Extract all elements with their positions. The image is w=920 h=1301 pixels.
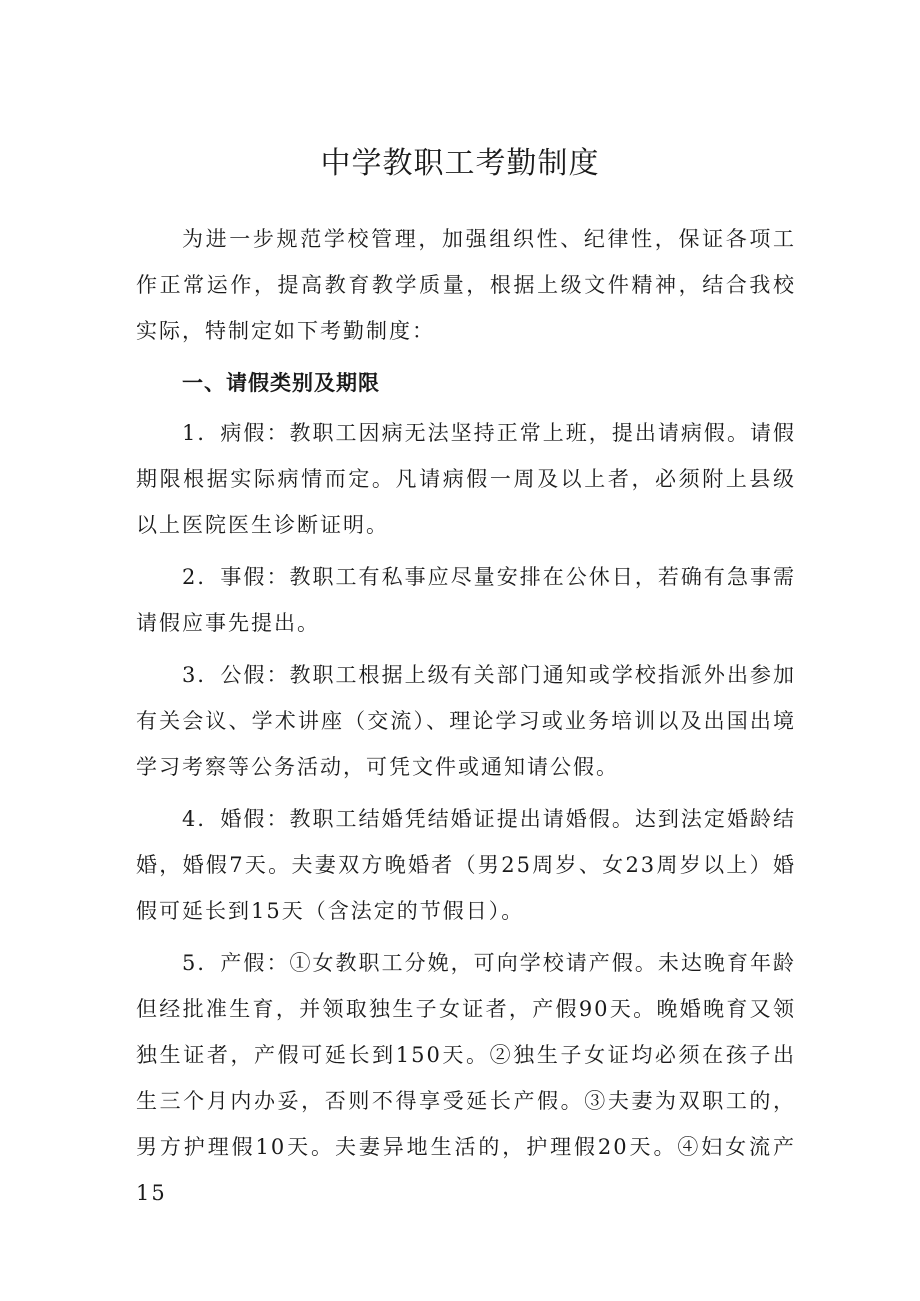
- document-body: [136, 216, 796, 1222]
- leave-item-sick: 1．病假：教职工因病无法坚持正常上班，提出请病假。请假期限根据实际病情而定。凡请病假一周及以上者，必须附上县级以上医院医生诊断证明。: [136, 421, 796, 537]
- leave-item-marriage: 4．婚假：教职工结婚凭结婚证提出请婚假。达到法定婚龄结婚，婚假7天。夫妻双方晚婚者（男25周岁、女23周岁以上）婚假可延长到15天（含法定的节假日）。: [136, 807, 796, 923]
- leave-item-personal: 2．事假：教职工有私事应尽量安排在公休日，若确有急事需请假应事先提出。: [136, 565, 796, 635]
- intro-paragraph: 为进一步规范学校管理，加强组织性、纪律性，保证各项工作正常运作，提高教育教学质量，根据上级文件精神，结合我校实际，特制定如下考勤制度：: [136, 227, 796, 343]
- section-heading: 一、请假类别及期限: [182, 371, 380, 395]
- leave-item-maternity: 5．产假：①女教职工分娩，可向学校请产假。未达晚育年龄但经批准生育，并领取独生子女证者，产假90天。晚婚晚育又领独生证者，产假可延长到150天。②独生子女证均必须在孩子出生三个月内办妥，否则不得享受延长产假。③夫妻为双职工的，男方护理假10天。夫妻异地生活的，护理假20天。④妇女流产15: [136, 951, 796, 1205]
- document-title: 中学教职工考勤制度: [320, 146, 600, 181]
- leave-item-official: 3．公假：教职工根据上级有关部门通知或学校指派外出参加有关会议、学术讲座（交流）、理论学习或业务培训以及出国出境学习考察等公务活动，可凭文件或通知请公假。: [136, 663, 796, 779]
